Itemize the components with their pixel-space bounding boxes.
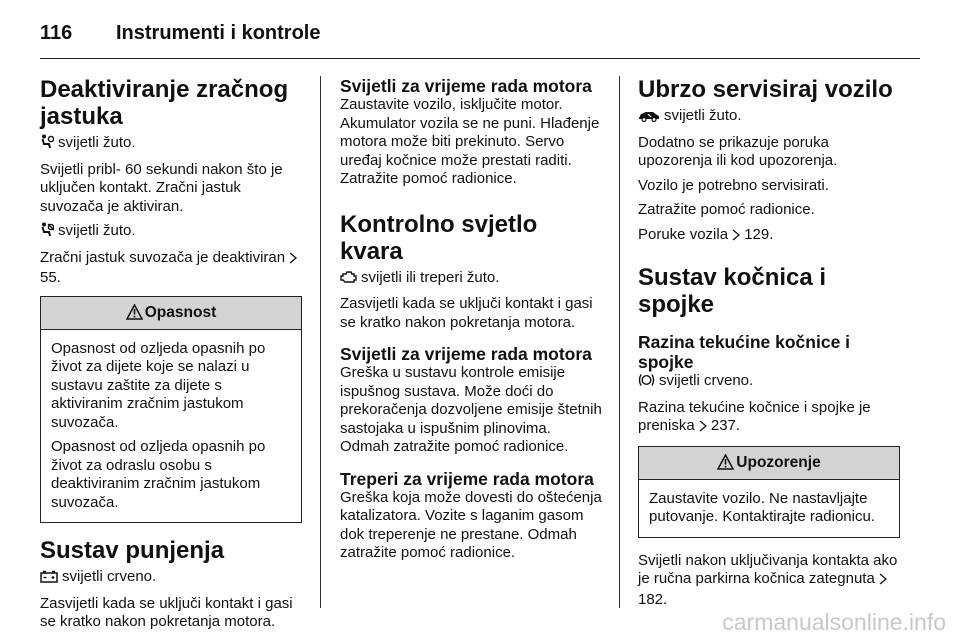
reference-arrow-icon (289, 251, 297, 270)
column-divider (320, 76, 321, 608)
column-left (40, 76, 302, 638)
brake-icon (638, 373, 655, 393)
airbag-deactivation-heading: Deaktiviranje zračnog jastuka (40, 76, 289, 130)
battery-icon (40, 570, 58, 589)
handbrake-desc-text: Svijetli nakon uključivanja kontakta ako je ručna parkirna kočnica zategnuta (638, 551, 898, 587)
brake-line (638, 372, 900, 393)
running-description: Zaustavite vozilo, isključite motor. Akumulator vozila se ne puni. Hlađenje motora može biti prekinuto. Servo uređaj kočnice može prestati raditi. Zatražite pomoć radionice. (340, 96, 600, 187)
charging-system-heading: Sustav punjenja (40, 537, 225, 564)
service-line (638, 107, 900, 128)
charging-description: Zasvijetli kada se uključi kontakt i gasi se kratko nakon pokretanja motora. (40, 594, 293, 630)
page-number: 116 (40, 22, 73, 44)
warning-box (638, 446, 900, 538)
danger-text-1: Opasnost od ozljeda opasnih po život za dijete koje se nalazi u sustavu zaštite za dijete s aktiviranim zračnim jastukom suvozača. (51, 339, 266, 431)
engine-icon (340, 270, 357, 290)
mil-description: Zasvijetli kada se uključi kontakt i gasi se kratko nakon pokretanja motora. (340, 295, 593, 331)
warning-box-header (639, 447, 899, 480)
reference-arrow-icon (699, 419, 707, 438)
running-heading: Svijetli za vrijeme rada motora (340, 76, 592, 96)
watermark: carmanualsonline.info (722, 609, 946, 635)
danger-box-body (41, 330, 301, 523)
airbag-off-desc-text: Zračni jastuk suvozača je deaktiviran (40, 248, 286, 266)
warning-box-title: Upozorenje (736, 453, 821, 471)
warning-box-body (639, 480, 899, 537)
page-reference: 182. (638, 590, 668, 608)
brake-description (638, 399, 900, 438)
mil-flash-heading: Treperi za vrijeme rada motora (340, 468, 594, 489)
page-reference: 129. (744, 225, 774, 243)
warning-triangle-icon (126, 304, 143, 320)
service-heading: Ubrzo servisiraj vozilo (638, 76, 893, 103)
brake-desc-text: Razina tekućine kočnice i spojke je preniska (638, 398, 871, 434)
mil-on-description: Greška u sustavu kontrole emisije ispušnog sustava. Može doći do prekoračenja dozvoljene emisije štetnih sastojaka u ispušnim plinovima. Odmah zatražite pomoć radionice. (340, 364, 602, 455)
airbag-on-line (40, 134, 302, 155)
brake-fluid-heading: Razina tekućine kočnice i spojke (638, 332, 851, 372)
airbag-off-line (40, 222, 302, 243)
service-text-2: Vozilo je potrebno servisirati. (638, 176, 829, 194)
page-header (40, 18, 920, 59)
service-text-3: Zatražite pomoć radionice. (638, 201, 815, 218)
service-messages-text: Poruke vozila (638, 225, 729, 243)
danger-box-header (41, 297, 301, 330)
service-car-icon (638, 109, 660, 128)
column-divider (619, 76, 620, 608)
handbrake-description (638, 552, 900, 610)
airbag-on-description: Svijetli pribl- 60 sekundi nakon što je uključen kontakt. Zračni jastuk suvozača je aktiviran. (40, 160, 283, 215)
mil-on-heading: Svijetli za vrijeme rada motora (340, 344, 592, 364)
danger-text-2: Opasnost od ozljeda opasnih po život za odraslu osobu s deaktiviranim zračnim jastukom suvozača. (51, 438, 266, 511)
reference-arrow-icon (879, 572, 887, 591)
mil-heading: Kontrolno svjetlo kvara (340, 210, 538, 265)
mil-line (340, 269, 602, 290)
mil-flash-description: Greška koja može dovesti do oštećenja katalizatora. Vozite s laganim gasom dok treperenje ne prestane. Odmah zatražite pomoć radionice. (340, 488, 602, 561)
airbag-off-description (40, 249, 302, 288)
airbag-off-icon (40, 222, 54, 243)
charging-text: svijetli crveno. (62, 568, 157, 585)
brake-text: svijetli crveno. (659, 372, 754, 389)
service-text: svijetli žuto. (664, 107, 742, 124)
danger-box-title: Opasnost (144, 303, 217, 321)
reference-arrow-icon (732, 228, 740, 247)
warning-triangle-icon (717, 454, 734, 470)
page-reference: 55. (40, 269, 61, 286)
page-section-title: Instrumenti i kontrole (116, 22, 321, 44)
column-middle (340, 76, 602, 569)
charging-line (40, 568, 302, 589)
danger-box (40, 296, 302, 524)
mil-text: svijetli ili treperi žuto. (361, 268, 500, 286)
service-text-4 (638, 226, 900, 247)
airbag-on-icon (40, 134, 54, 155)
service-text-1: Dodatno se prikazuje poruka upozorenja ili kod upozorenja. (638, 133, 838, 169)
airbag-on-text: svijetli žuto. (58, 134, 136, 151)
warning-text: Zaustavite vozilo. Ne nastavljajte putovanje. Kontaktirajte radionicu. (649, 489, 875, 525)
airbag-off-text: svijetli žuto. (58, 222, 136, 239)
column-right (638, 76, 900, 615)
brake-system-heading: Sustav kočnica i spojke (638, 264, 827, 318)
page-reference: 237. (710, 417, 741, 434)
